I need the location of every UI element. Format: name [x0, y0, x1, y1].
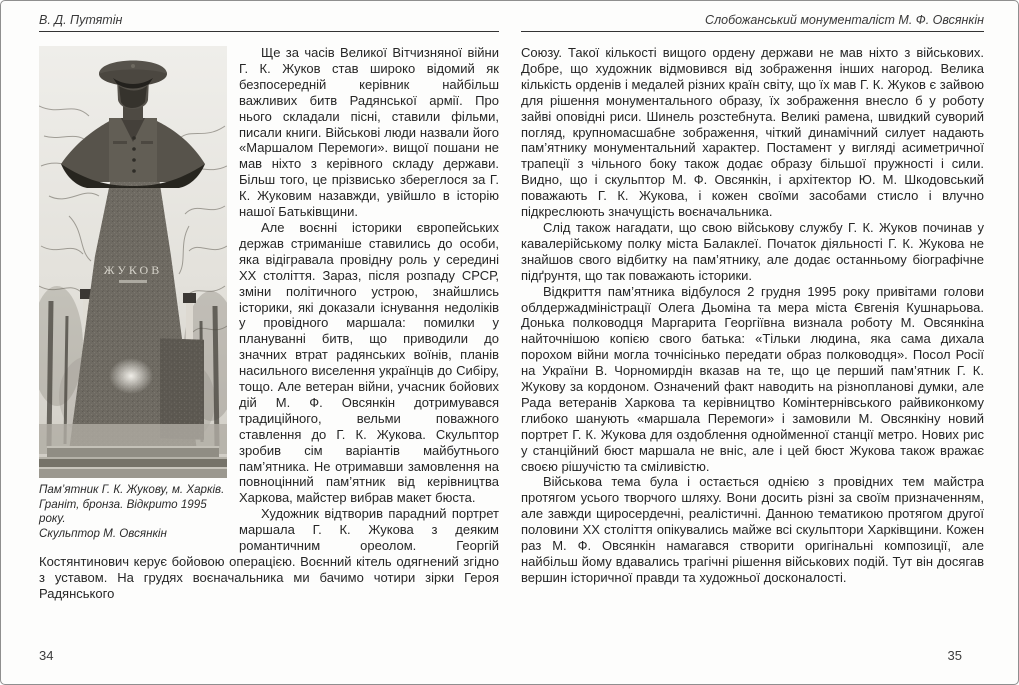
photo-block	[39, 46, 229, 541]
paragraph: Відкриття пам’ятника відбулося 2 грудня 1995 року привітами голови облдержадміністрації Олега Дьоміна та мера міста Євгенія Кушнарьова. Донька полководця Маргарита Георгіївна визнала роботу М. Овсянкіна найточнішою копією свого батька: «Тільки людина, яка сама дихала порохом війни могла точнісінько передати образ полководця». Посол Росії на України В. Чорномирдін вказав на те, що це перший пам’ятник Г. К. Жукову за кордоном. Означений факт наводить на різнопланові думки, але Рада ветеранів Харкова та керівництво Комінтернівського райвиконкому глибоко шанують «маршала Перемоги» і замовили М. Овсянкіну новий портрет Г. К. Жукова для оздоблення однойменної станції метро. Нових рис у станційний бюст маршала не вніс, але і цей бюст Жукова також вражає своєю рішучістю та сміливістю.	[521, 283, 984, 474]
page-right-body	[521, 45, 984, 586]
caption-line: Граніт, бронза. Відкрито 1995 року.	[39, 497, 207, 526]
paragraph: Художник відтворив парадний портрет маршала Г. К. Жукова з деяким романтичним ореолом. Георгій Костянтинович керує бойовою операцією. Воєнний кітель одягнений згідно з уставом. На грудях воєначальника ми бачимо чотири зірки Героя Радянського	[39, 506, 499, 601]
running-head-right: Слобожанський монументаліст М. Ф. Овсянкін	[705, 13, 984, 27]
paragraph: Військова тема була і остається однією з провідних тем майстра протягом усього творчого шляху. Вони досить різні за своїм призначенням, але завжди щиросердечні, реалістичні. Данною тематикою протягом другої половини XX століття опікувались майже всі скульптори Харківщини. Кожен раз М. Ф. Овсянкін намагався створити оригінальні композиції, але найбільш йому вдавались трагічні рішення військових подій. Тут він досягав вершин історичної правди та художньої досконалості.	[521, 474, 984, 585]
monument-photo	[39, 46, 227, 478]
caption-line: Пам’ятник Г. К. Жукову, м. Харків.	[39, 483, 225, 496]
photo-steps	[39, 424, 227, 478]
page-left-body	[39, 45, 499, 602]
pedestal-inscription: ЖУКОВ	[103, 263, 163, 277]
page-right	[521, 1, 984, 684]
page-left	[39, 1, 499, 684]
head-rule-right	[521, 31, 984, 32]
paragraph: Але воєнні історики європейських держав стриманіше ставились до особи, яка відігравала провідну роль у середині XX століття. Зараз, після розпаду СРСР, зміни політичного устрою, знайшлись історики, які доказали існування недоліків у провідного маршала: помилки у плануванні битв, що приводили до значних втрат радянських воїнів, планів насильного виселення українців до Сибіру, тощо. Але ветеран війни, учасник бойових дій М. Ф. Овсянкін дотримувався традиційного, вельми поважного ставлення до Г. К. Жукова. Скульптор зробив сім варіантів майбутнього пам’ятника. Не отримавши замовлення на повноцінний пам’ятник від керівництва Харкова, майстер вибрав макет бюста.	[239, 219, 499, 506]
paragraph: Союзу. Такої кількості вищого ордену держави не мав ніхто з військових. Добре, що художник відмовився від зображення інших нагород. Велика кількість орденів і медалей різних країн світу, що їх мав Г. К. Жуков є зайвою для рішення монументального образу, їх зображення внесло б у роботу зайві оповідні риси. Шинель розстебнута. Великі рамена, швидкий суворий погляд, крупномасшабне зображення, чіткий динамічний силует надають пам’ятнику монументальний характер. Постамент у вигляді асиметричної трапеції з чільного боку також додає образу більшої пружності і сили. Видно, що і скульптор М. Ф. Овсянкін, і архітектор Ю. М. Шкодовський поважають Г. К. Жукова, і кожен своїми засобами стисло і влучно підкреслюють значущість воєначальника.	[521, 45, 984, 220]
head-rule-left	[39, 31, 499, 32]
page-number-left: 34	[39, 648, 54, 663]
caption-line: Скульптор М. Овсянкін	[39, 526, 167, 540]
running-head-left: В. Д. Путятін	[39, 13, 123, 27]
paragraph: Слід також нагадати, що свою військову службу Г. К. Жуков починав у кавалерійському полку міста Балаклеї. Початок діяльності Г. К. Жукова не знайшов свого відбитку на пам’ятнику, але додає останньому біографічне підґрунтя, що так поважають історики.	[521, 219, 984, 283]
paragraph: Ще за часів Великої Вітчизняної війни Г. К. Жуков став широко відомий як безпосередній керівник найбільш важливих битв Радянської армії. Про нього складали пісні, ставили фільми, писали книги. Військові люди назвали його «Маршалом Перемоги». вищої пошани не мав ніхто з керівного складу держави. Більш того, це прізвисько збереглося за Г. К. Жуковим назавжди, увійшло в історію нашої Батьківщини.	[239, 45, 499, 220]
page-number-right: 35	[947, 648, 962, 663]
photo-caption	[39, 483, 229, 541]
